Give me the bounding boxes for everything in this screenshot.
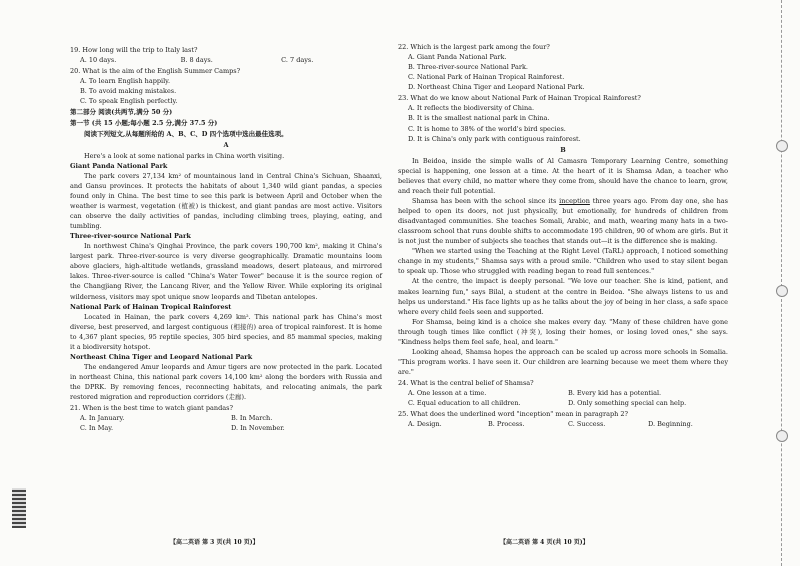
page-footer-left: 【高二英语 第 3 页(共 10 页)】 [170, 539, 259, 546]
instruction: 阅读下列短文,从每题所给的 A、B、C、D 四个选项中选出最佳选项。 [84, 129, 288, 138]
passage-intro: Here's a look at some national parks in China worth visiting. [84, 151, 285, 160]
binding-hole [776, 140, 788, 152]
question-24: 24. What is the central belief of Shamsa? [398, 379, 534, 388]
option: B. Every kid has a potential. [568, 389, 662, 398]
question-19: 19. How long will the trip to Italy last? [70, 46, 198, 54]
park-heading: Giant Panda National Park [70, 161, 168, 170]
park-heading: Three-river-source National Park [70, 232, 191, 241]
left-column [70, 44, 382, 433]
right-column [398, 41, 728, 429]
option: C. It is home to 38% of the world's bird species. [408, 124, 566, 133]
option: B. To avoid making mistakes. [80, 87, 177, 96]
passage-paragraph: At the centre, the impact is deeply personal. "We love our teacher. She is kind, patient, and makes learning fun," says Bilal, a student at the centre in Beidoa. "She always listens to us and helps us understand." His face lights up as he talks about the joy of being in her class, a safe space where every child feels seen and supported. [398, 277, 728, 316]
option: D. It is China's only park with contiguous rainforest. [408, 134, 581, 143]
question-25-options [398, 419, 728, 429]
text-span: Shamsa has been with the school since its [412, 196, 560, 205]
option: C. 7 days. [281, 56, 314, 65]
park-paragraph: In northwest China's Qinghai Province, the park covers 190,700 km², making it China's largest park. Three-river-source is very diverse geographically. Dramatic mountains loom above glaciers, high-altitude wetlands, grassland meadows, desert plateaus, and mirrored lakes. Three-river-source is called "China's Water Tower" because it is the source region of the Changjiang River, the Lancang River, and the Yellow River. While exploring its original wilderness, visitors may spot unique snow leopards and Tibetan antelopes. [70, 242, 382, 301]
passage-paragraph: Looking ahead, Shamsa hopes the approach can be scaled up across more schools in Somalia. "This program works. I have seen it. Our children are learning because we meet them where they are." [398, 347, 728, 376]
question-24-options [398, 388, 728, 408]
text-span: three years ago. From day one, she has helped to open its doors, not just physically, but emotionally, for hundreds of children from disadvantaged communities. She teaches Somali, Arabic, and math, wearing many hats in a two-classroom school that runs double shifts to accommodate 195 children, 90 of whom are girls. But it is not just the number of subjects she teaches that stands out—it is the difference she is making. [398, 196, 728, 246]
option: A. To learn English happily. [80, 77, 171, 86]
option: C. Equal education to all children. [408, 399, 521, 408]
option: D. Only something special can help. [568, 399, 687, 408]
binding-hole [776, 285, 788, 297]
passage-b-label: B [560, 145, 566, 154]
question-19-options [70, 55, 382, 65]
passage-a-label: A [223, 140, 229, 149]
option: B. Process. [488, 420, 525, 429]
passage-paragraph: In Beidoa, inside the simple walls of Al Camasra Temporary Learning Centre, something special is happening, one lesson at a time. At the heart of it is Shamsa Adan, a teacher who believes that every child, no matter where they come from, should have the chance to learn, grow, and reach their full potential. [398, 156, 728, 195]
option: A. In January. [80, 414, 125, 423]
page-footer-right: 【高二英语 第 4 页(共 10 页)】 [500, 539, 589, 546]
passage-paragraph: For Shamsa, being kind is a choice she makes every day. "Many of these children have gone through tough times like conflict (冲突), losing their homes, or losing loved ones," she says. "Kindness helps them feel safe, heal, and learn." [398, 317, 728, 346]
binding-line [781, 0, 782, 566]
park-heading: Northeast China Tiger and Leopard National Park [70, 352, 253, 361]
question-23-options [398, 103, 728, 143]
option: D. Beginning. [648, 420, 693, 429]
park-paragraph: Located in Hainan, the park covers 4,269 km². This national park has China's most diverse, best preserved, and largest contiguous (相接的) area of tropical rainforest. It is home to 4,367 plant species, 95 reptile species, 305 bird species, and 85 mammal species, making it a biodiversity hotspot. [70, 312, 382, 351]
option: C. To speak English perfectly. [80, 97, 178, 106]
option: D. In November. [231, 424, 285, 433]
park-heading: National Park of Hainan Tropical Rainforest [70, 302, 232, 311]
option: C. Success. [568, 420, 606, 429]
option: D. Northeast China Tiger and Leopard National Park. [408, 83, 585, 92]
question-21: 21. When is the best time to watch giant pandas? [70, 404, 233, 413]
question-22-options [398, 52, 728, 92]
option: B. 8 days. [180, 56, 213, 65]
question-20-options [70, 76, 382, 106]
question-22: 22. Which is the largest park among the four? [398, 43, 550, 51]
option: B. In March. [231, 414, 273, 423]
option: C. In May. [80, 424, 114, 433]
option: A. Design. [408, 420, 442, 429]
option: A. It reflects the biodiversity of China. [408, 104, 535, 113]
binding-hole [776, 430, 788, 442]
question-25: 25. What does the underlined word "inception" mean in paragraph 2? [398, 410, 628, 419]
question-23: 23. What do we know about National Park of Hainan Tropical Rainforest? [398, 94, 641, 103]
passage-paragraph: "When we started using the Teaching at the Right Level (TaRL) approach, I noticed something change in my students," Shamsa says with a proud smile. "Children who used to stay silent began to speak up. Those who struggled with reading began to read full sentences." [398, 247, 728, 276]
passage-paragraph [398, 196, 728, 246]
option: A. 10 days. [80, 56, 117, 65]
underlined-word: inception [559, 196, 590, 205]
section-one-heading: 第一节 (共 15 小题;每小题 2.5 分,满分 37.5 分) [70, 119, 218, 128]
option: B. It is the smallest national park in China. [408, 114, 550, 123]
option: A. One lesson at a time. [408, 389, 487, 398]
part-two-heading: 第二部分 阅读(共两节,满分 50 分) [70, 108, 173, 117]
question-20: 20. What is the aim of the English Summer Camps? [70, 67, 241, 76]
option: C. National Park of Hainan Tropical Rainforest. [408, 73, 565, 82]
option: B. Three-river-source National Park. [408, 63, 528, 72]
park-paragraph: The endangered Amur leopards and Amur tigers are now protected in the park. Located in northeast China, this national park covers 14,100 km² along the borders with Russia and the DPRK. By removing fences, reconnecting habitats, and relocating animals, the park restored migration and reproduction corridors (走廊). [70, 362, 382, 402]
option: A. Giant Panda National Park. [408, 53, 507, 62]
park-paragraph: The park covers 27,134 km² of mountainous land in Central China's Sichuan, Shaanxi, and Gansu provinces. It protects the habitats of about 1,340 wild giant pandas, a species found only in China. The best time to see this park is between April and October when the weather is warmest, vegetation (植被) is thickest, and giant pandas are most active. Visitors can observe the daily activities of pandas, including climbing trees, playing, eating, and tumbling. [70, 171, 382, 231]
barcode-stamp [12, 488, 26, 528]
question-21-options [70, 413, 382, 433]
